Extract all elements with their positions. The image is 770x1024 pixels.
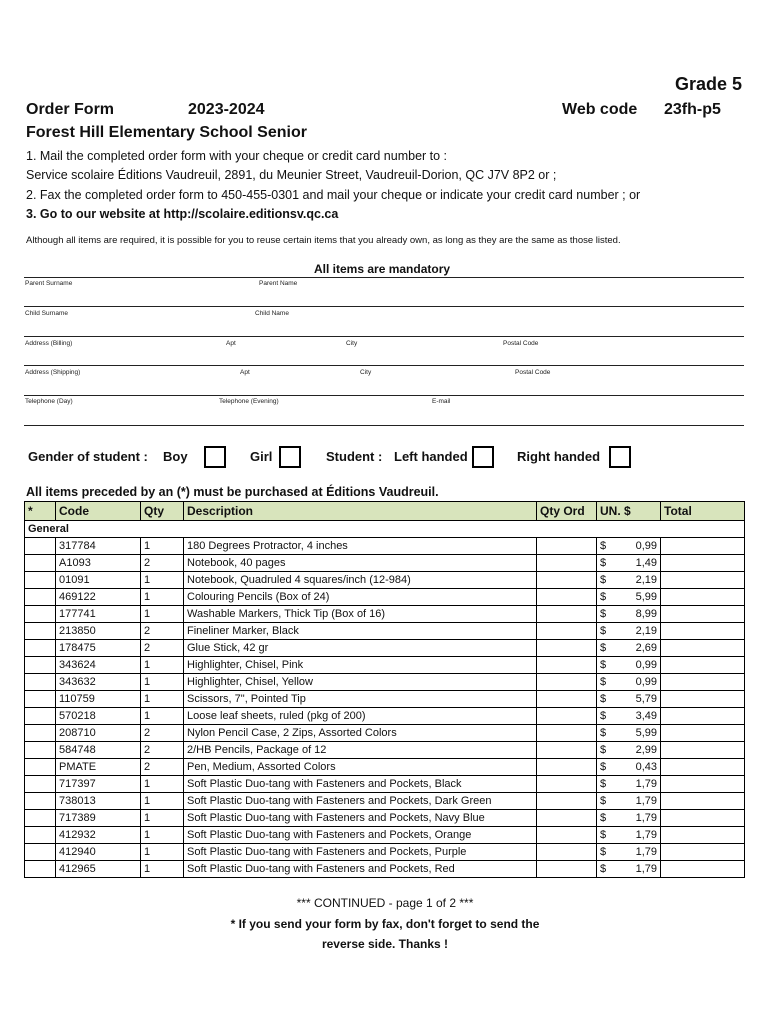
star-cell [25, 538, 56, 555]
table-row [25, 776, 745, 793]
star-cell [25, 623, 56, 640]
email-label: E-mail [432, 398, 451, 405]
billing-field-line[interactable] [24, 365, 744, 366]
table-row [25, 691, 745, 708]
shipping-field-line[interactable] [24, 395, 744, 396]
total-cell[interactable] [661, 742, 745, 759]
section-general: General [25, 521, 745, 538]
parent-field-line[interactable] [24, 306, 744, 307]
qty-cell: 2 [141, 623, 184, 640]
girl-label: Girl [250, 449, 273, 464]
star-cell [25, 810, 56, 827]
contact-field-line[interactable] [24, 425, 744, 426]
qty-cell: 1 [141, 810, 184, 827]
unit-price-cell [597, 691, 661, 708]
star-cell [25, 827, 56, 844]
parent-surname-label: Parent Surname [25, 280, 73, 287]
total-cell[interactable] [661, 657, 745, 674]
child-name-label: Child Name [255, 310, 289, 317]
parent-name-label: Parent Name [259, 280, 298, 287]
table-row [25, 793, 745, 810]
star-cell [25, 691, 56, 708]
qty-cell: 1 [141, 827, 184, 844]
reuse-note: Although all items are required, it is possible for you to reuse certain items that you already own, as long as they are the same as those listed. [26, 235, 621, 246]
qty-cell: 1 [141, 538, 184, 555]
description-cell: Highlighter, Chisel, Yellow [184, 674, 537, 691]
code-cell: 717389 [56, 810, 141, 827]
price-amount: 2,19 [635, 574, 657, 586]
star-cell [25, 572, 56, 589]
currency-symbol: $ [600, 846, 607, 858]
currency-symbol: $ [600, 659, 607, 671]
total-cell[interactable] [661, 589, 745, 606]
qty-cell: 1 [141, 657, 184, 674]
price-amount: 1,79 [635, 829, 657, 841]
price-amount: 8,99 [635, 608, 657, 620]
qty-cell: 1 [141, 674, 184, 691]
qty-ord-input[interactable] [537, 640, 597, 657]
table-row [25, 640, 745, 657]
table-row [25, 844, 745, 861]
table-row [25, 725, 745, 742]
price-amount: 3,49 [635, 710, 657, 722]
star-cell [25, 606, 56, 623]
description-cell: Pen, Medium, Assorted Colors [184, 759, 537, 776]
col-qty: Qty [141, 502, 184, 521]
col-description: Description [184, 502, 537, 521]
currency-symbol: $ [600, 608, 607, 620]
total-cell[interactable] [661, 538, 745, 555]
code-cell: 412965 [56, 861, 141, 878]
table-row [25, 572, 745, 589]
left-handed-checkbox[interactable] [472, 446, 494, 468]
currency-symbol: $ [600, 744, 607, 756]
currency-symbol: $ [600, 710, 607, 722]
qty-ord-input[interactable] [537, 657, 597, 674]
price-amount: 0,43 [635, 761, 657, 773]
price-amount: 2,99 [635, 744, 657, 756]
unit-price-cell [597, 572, 661, 589]
currency-symbol: $ [600, 591, 607, 603]
unit-price-cell [597, 708, 661, 725]
total-cell[interactable] [661, 844, 745, 861]
code-cell: 208710 [56, 725, 141, 742]
star-cell [25, 759, 56, 776]
qty-ord-input[interactable] [537, 759, 597, 776]
unit-price-cell [597, 555, 661, 572]
total-cell[interactable] [661, 861, 745, 878]
total-cell[interactable] [661, 572, 745, 589]
billing-apt-label: Apt [226, 340, 236, 347]
currency-symbol: $ [600, 761, 607, 773]
qty-cell: 1 [141, 691, 184, 708]
description-cell: Soft Plastic Duo-tang with Fasteners and Pockets, Black [184, 776, 537, 793]
unit-price-cell [597, 725, 661, 742]
code-cell: 178475 [56, 640, 141, 657]
qty-ord-input[interactable] [537, 844, 597, 861]
tel-evening-label: Telephone (Evening) [219, 398, 279, 405]
qty-ord-input[interactable] [537, 691, 597, 708]
star-cell [25, 861, 56, 878]
qty-cell: 1 [141, 793, 184, 810]
qty-cell: 2 [141, 742, 184, 759]
student-label: Student : [326, 449, 383, 464]
unit-price-cell [597, 640, 661, 657]
total-cell[interactable] [661, 708, 745, 725]
qty-ord-input[interactable] [537, 674, 597, 691]
table-row [25, 861, 745, 878]
unit-price-cell [597, 742, 661, 759]
description-cell: Soft Plastic Duo-tang with Fasteners and Pockets, Purple [184, 844, 537, 861]
qty-ord-input[interactable] [537, 589, 597, 606]
code-cell: 717397 [56, 776, 141, 793]
order-form-title: Order Form [26, 101, 115, 118]
section-row [25, 521, 745, 538]
qty-ord-input[interactable] [537, 725, 597, 742]
qty-ord-input[interactable] [537, 606, 597, 623]
currency-symbol: $ [600, 540, 607, 552]
fax-note-line2: reverse side. Thanks ! [321, 937, 449, 951]
total-cell[interactable] [661, 640, 745, 657]
instruction-address: Service scolaire Éditions Vaudreuil, 2891, du Meunier Street, Vaudreuil-Dorion, QC J7V 8P2 or ; [26, 168, 557, 182]
currency-symbol: $ [600, 676, 607, 688]
unit-price-cell [597, 827, 661, 844]
currency-symbol: $ [600, 727, 607, 739]
qty-ord-input[interactable] [537, 708, 597, 725]
unit-price-cell [597, 674, 661, 691]
school-name: Forest Hill Elementary School Senior [26, 124, 307, 141]
table-header-row [25, 502, 745, 521]
qty-ord-input[interactable] [537, 793, 597, 810]
description-cell: Soft Plastic Duo-tang with Fasteners and Pockets, Dark Green [184, 793, 537, 810]
mandatory-heading: All items are mandatory [314, 262, 451, 276]
star-cell [25, 589, 56, 606]
currency-symbol: $ [600, 574, 607, 586]
unit-price-cell [597, 606, 661, 623]
currency-symbol: $ [600, 812, 607, 824]
qty-ord-input[interactable] [537, 810, 597, 827]
star-cell [25, 708, 56, 725]
total-cell[interactable] [661, 776, 745, 793]
star-cell [25, 640, 56, 657]
price-amount: 0,99 [635, 659, 657, 671]
col-code: Code [56, 502, 141, 521]
description-cell: Soft Plastic Duo-tang with Fasteners and Pockets, Orange [184, 827, 537, 844]
price-amount: 1,79 [635, 812, 657, 824]
continued-note: *** CONTINUED - page 1 of 2 *** [296, 896, 474, 910]
star-cell [25, 844, 56, 861]
price-amount: 5,99 [635, 727, 657, 739]
shipping-postal-label: Postal Code [515, 369, 551, 376]
price-amount: 0,99 [635, 676, 657, 688]
col-star: * [25, 502, 56, 521]
unit-price-cell [597, 759, 661, 776]
currency-symbol: $ [600, 829, 607, 841]
code-cell: 317784 [56, 538, 141, 555]
child-surname-label: Child Surname [25, 310, 68, 317]
description-cell: Fineliner Marker, Black [184, 623, 537, 640]
unit-price-cell [597, 810, 661, 827]
unit-price-cell [597, 861, 661, 878]
total-cell[interactable] [661, 725, 745, 742]
price-amount: 1,79 [635, 846, 657, 858]
shipping-city-label: City [360, 369, 372, 376]
purchase-notice: All items preceded by an (*) must be purchased at Éditions Vaudreuil. [26, 485, 439, 499]
total-cell[interactable] [661, 793, 745, 810]
description-cell: Soft Plastic Duo-tang with Fasteners and Pockets, Red [184, 861, 537, 878]
child-field-line[interactable] [24, 336, 744, 337]
table-row [25, 555, 745, 572]
star-cell [25, 793, 56, 810]
description-cell: Scissors, 7", Pointed Tip [184, 691, 537, 708]
gender-label: Gender of student : [28, 449, 148, 464]
star-cell [25, 657, 56, 674]
currency-symbol: $ [600, 795, 607, 807]
price-amount: 5,99 [635, 591, 657, 603]
qty-cell: 1 [141, 776, 184, 793]
code-cell: 738013 [56, 793, 141, 810]
unit-price-cell [597, 623, 661, 640]
star-cell [25, 674, 56, 691]
star-cell [25, 725, 56, 742]
qty-cell: 2 [141, 555, 184, 572]
description-cell: Colouring Pencils (Box of 24) [184, 589, 537, 606]
price-amount: 1,79 [635, 863, 657, 875]
unit-price-cell [597, 793, 661, 810]
qty-cell: 2 [141, 759, 184, 776]
code-cell: 584748 [56, 742, 141, 759]
unit-price-cell [597, 844, 661, 861]
total-cell[interactable] [661, 759, 745, 776]
price-amount: 0,99 [635, 540, 657, 552]
qty-ord-input[interactable] [537, 623, 597, 640]
girl-checkbox[interactable] [279, 446, 301, 468]
total-cell[interactable] [661, 606, 745, 623]
star-cell [25, 776, 56, 793]
qty-cell: 1 [141, 572, 184, 589]
table-row [25, 708, 745, 725]
qty-cell: 1 [141, 589, 184, 606]
price-amount: 5,79 [635, 693, 657, 705]
code-cell: A1093 [56, 555, 141, 572]
table-row [25, 589, 745, 606]
boy-label: Boy [163, 449, 188, 464]
web-code-value: 23fh-p5 [664, 101, 721, 118]
currency-symbol: $ [600, 693, 607, 705]
qty-cell: 1 [141, 708, 184, 725]
unit-price-cell [597, 776, 661, 793]
currency-symbol: $ [600, 778, 607, 790]
price-amount: 2,69 [635, 642, 657, 654]
unit-price-cell [597, 589, 661, 606]
grade-label: Grade 5 [675, 74, 743, 94]
code-cell: PMATE [56, 759, 141, 776]
table-row [25, 810, 745, 827]
qty-cell: 2 [141, 725, 184, 742]
boy-checkbox[interactable] [204, 446, 226, 468]
col-total: Total [661, 502, 745, 521]
qty-ord-input[interactable] [537, 555, 597, 572]
code-cell: 343624 [56, 657, 141, 674]
code-cell: 412932 [56, 827, 141, 844]
fax-note-line1: * If you send your form by fax, don't forget to send the [230, 917, 540, 931]
star-cell [25, 555, 56, 572]
price-amount: 1,79 [635, 795, 657, 807]
tel-day-label: Telephone (Day) [25, 398, 73, 405]
instruction-website[interactable]: 3. Go to our website at http://scolaire.editionsv.qc.ca [26, 207, 339, 221]
qty-cell: 1 [141, 861, 184, 878]
shipping-apt-label: Apt [240, 369, 250, 376]
table-row [25, 827, 745, 844]
code-cell: 412940 [56, 844, 141, 861]
unit-price-cell [597, 538, 661, 555]
qty-ord-input[interactable] [537, 538, 597, 555]
table-row [25, 657, 745, 674]
qty-cell: 1 [141, 606, 184, 623]
description-cell: Notebook, 40 pages [184, 555, 537, 572]
school-year: 2023-2024 [188, 101, 265, 118]
description-cell: Nylon Pencil Case, 2 Zips, Assorted Colors [184, 725, 537, 742]
total-cell[interactable] [661, 691, 745, 708]
description-cell: Washable Markers, Thick Tip (Box of 16) [184, 606, 537, 623]
total-cell[interactable] [661, 555, 745, 572]
qty-ord-input[interactable] [537, 776, 597, 793]
qty-ord-input[interactable] [537, 742, 597, 759]
billing-address-label: Address (Billing) [25, 340, 73, 347]
description-cell: 2/HB Pencils, Package of 12 [184, 742, 537, 759]
code-cell: 01091 [56, 572, 141, 589]
code-cell: 343632 [56, 674, 141, 691]
code-cell: 469122 [56, 589, 141, 606]
currency-symbol: $ [600, 625, 607, 637]
description-cell: 180 Degrees Protractor, 4 inches [184, 538, 537, 555]
form-top-rule [24, 277, 744, 278]
currency-symbol: $ [600, 557, 607, 569]
table-row [25, 606, 745, 623]
col-qty-ord: Qty Ord [537, 502, 597, 521]
price-amount: 1,79 [635, 778, 657, 790]
billing-postal-label: Postal Code [503, 340, 539, 347]
instruction-fax: 2. Fax the completed order form to 450-455-0301 and mail your cheque or indicate your credit card number ; or [26, 188, 641, 202]
total-cell[interactable] [661, 674, 745, 691]
qty-ord-input[interactable] [537, 827, 597, 844]
total-cell[interactable] [661, 827, 745, 844]
qty-cell: 1 [141, 844, 184, 861]
items-table [24, 501, 745, 878]
qty-cell: 2 [141, 640, 184, 657]
table-row [25, 742, 745, 759]
code-cell: 213850 [56, 623, 141, 640]
left-handed-label: Left handed [394, 449, 468, 464]
right-handed-checkbox[interactable] [609, 446, 631, 468]
unit-price-cell [597, 657, 661, 674]
shipping-address-label: Address (Shipping) [25, 369, 81, 376]
code-cell: 110759 [56, 691, 141, 708]
description-cell: Notebook, Quadruled 4 squares/inch (12-984) [184, 572, 537, 589]
table-row [25, 623, 745, 640]
price-amount: 1,49 [635, 557, 657, 569]
description-cell: Soft Plastic Duo-tang with Fasteners and Pockets, Navy Blue [184, 810, 537, 827]
right-handed-label: Right handed [517, 449, 601, 464]
web-code-label: Web code [562, 101, 638, 118]
table-row [25, 674, 745, 691]
col-unit-price: UN. $ [597, 502, 661, 521]
table-row [25, 759, 745, 776]
instruction-mail: 1. Mail the completed order form with your cheque or credit card number to : [26, 149, 448, 163]
code-cell: 570218 [56, 708, 141, 725]
star-cell [25, 742, 56, 759]
table-row [25, 538, 745, 555]
currency-symbol: $ [600, 642, 607, 654]
currency-symbol: $ [600, 863, 607, 875]
total-cell[interactable] [661, 623, 745, 640]
qty-ord-input[interactable] [537, 861, 597, 878]
billing-city-label: City [346, 340, 358, 347]
total-cell[interactable] [661, 810, 745, 827]
description-cell: Highlighter, Chisel, Pink [184, 657, 537, 674]
qty-ord-input[interactable] [537, 572, 597, 589]
description-cell: Glue Stick, 42 gr [184, 640, 537, 657]
code-cell: 177741 [56, 606, 141, 623]
price-amount: 2,19 [635, 625, 657, 637]
description-cell: Loose leaf sheets, ruled (pkg of 200) [184, 708, 537, 725]
